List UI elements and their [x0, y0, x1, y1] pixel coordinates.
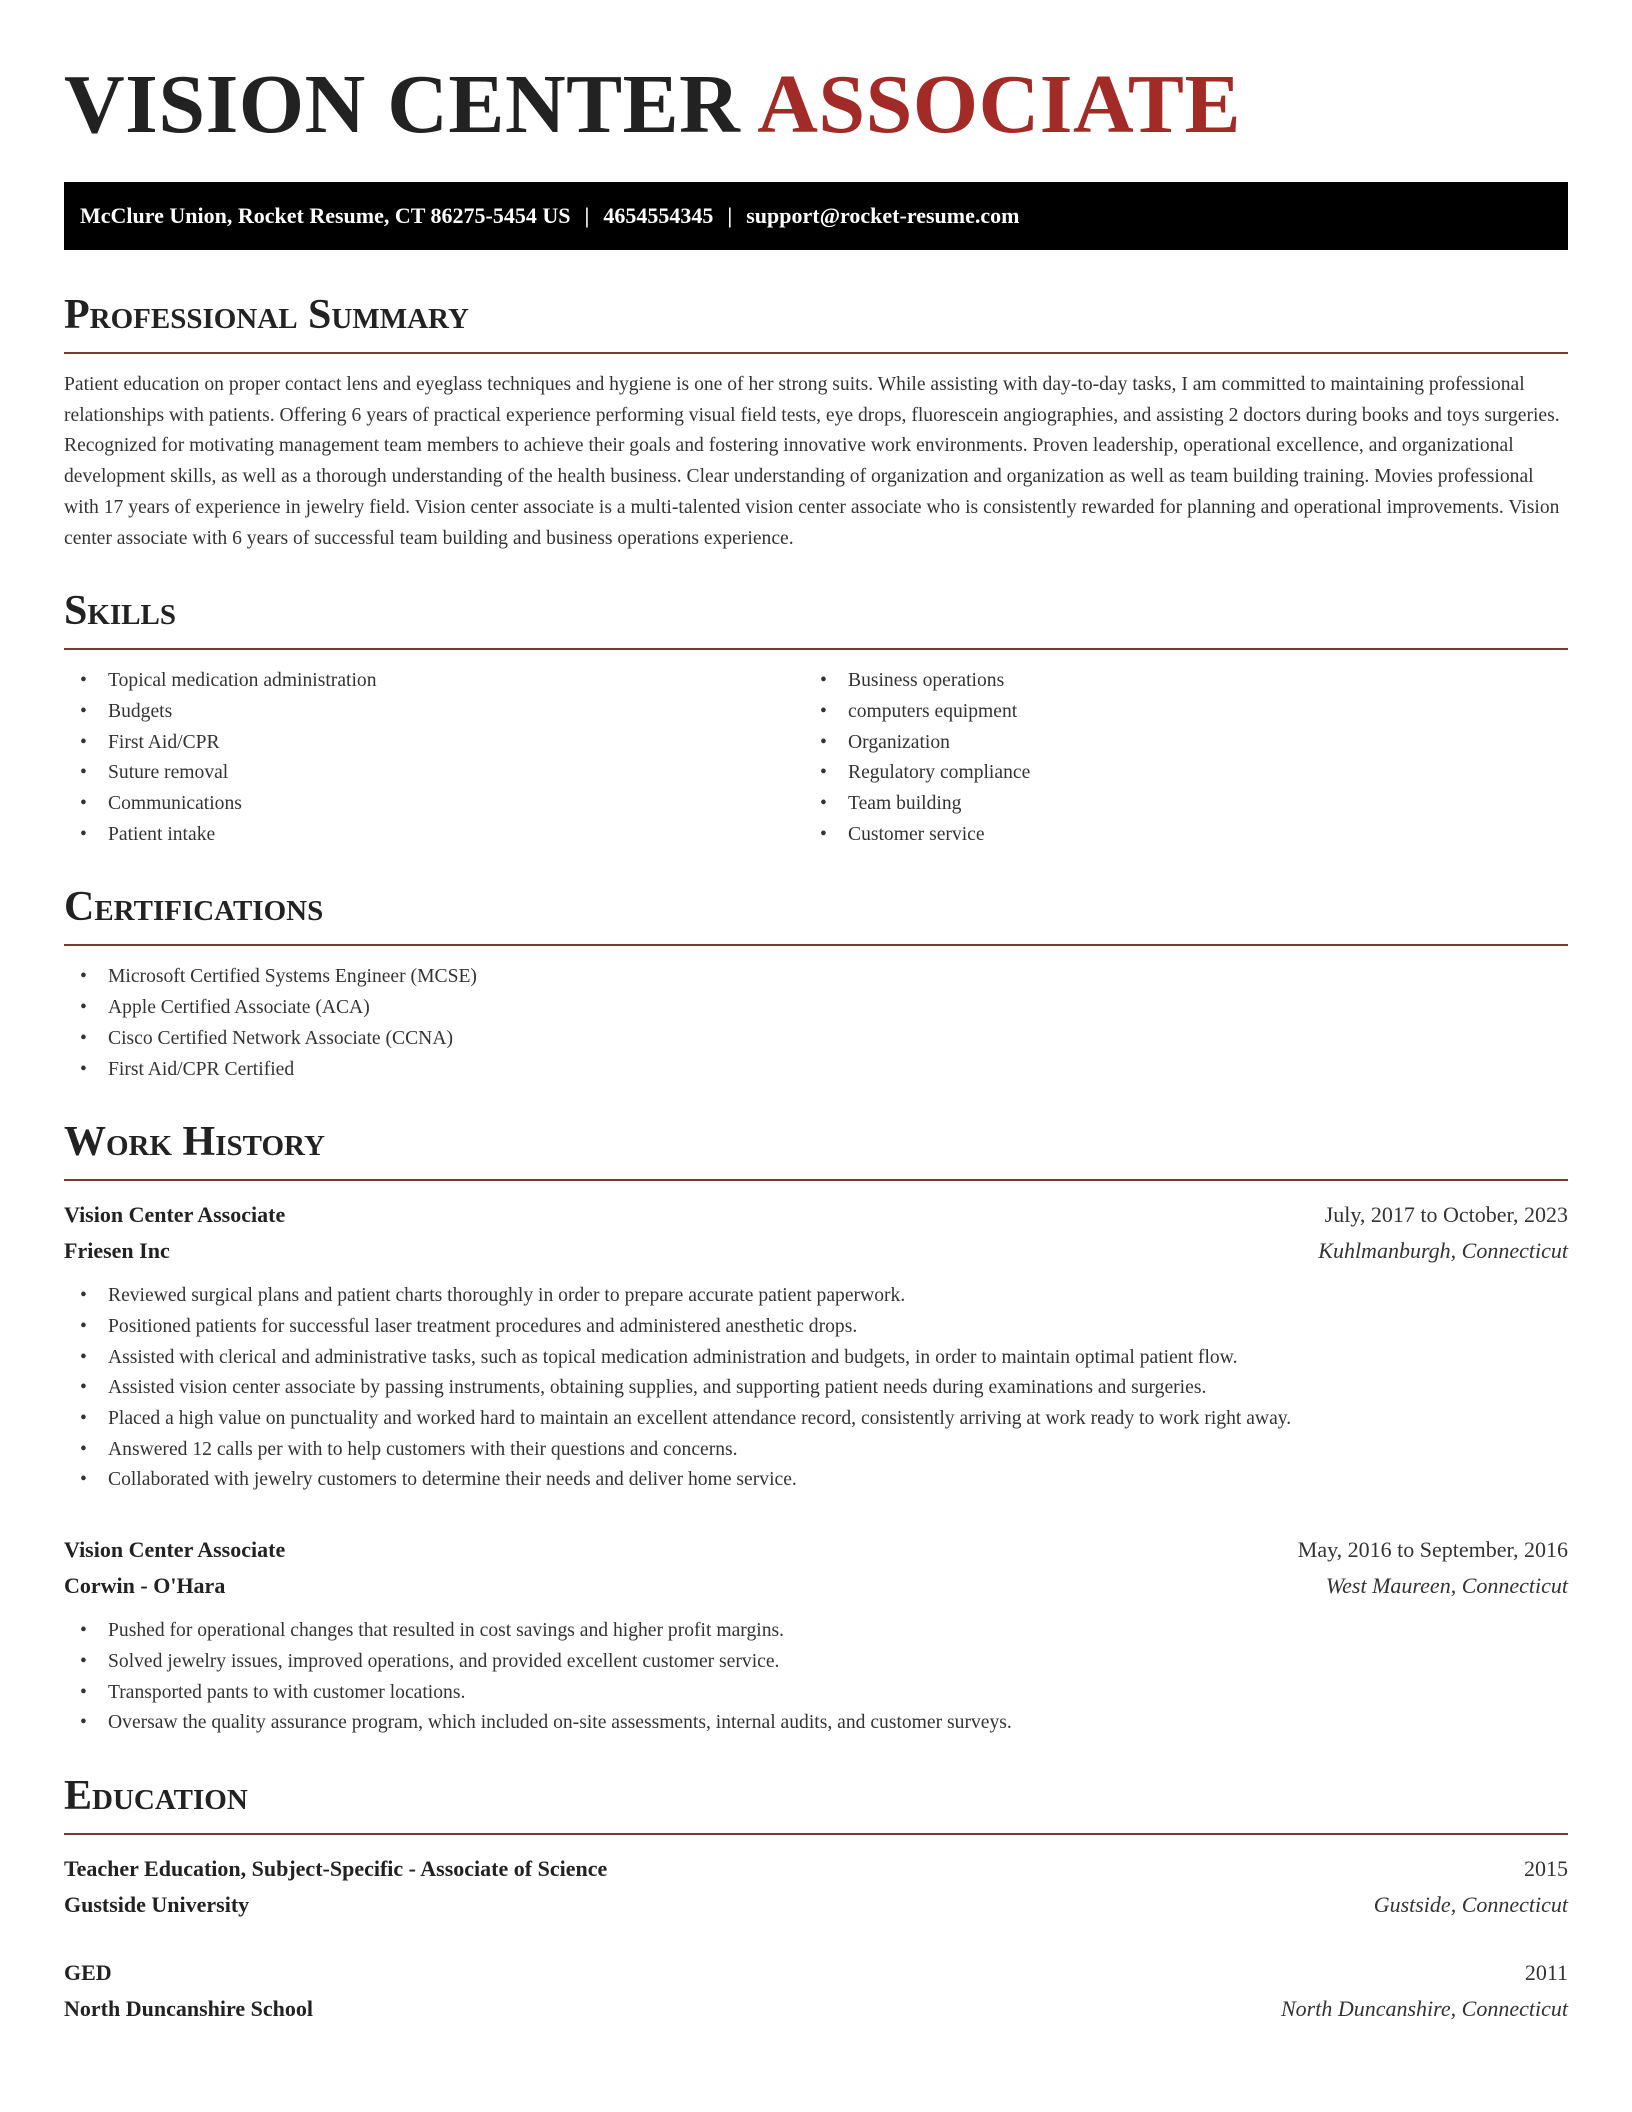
job-duty: • Reviewed surgical plans and patient charts thoroughly in order to prepare accurate patient paperwork. — [64, 1281, 1568, 1312]
skill-item: • Topical medication administration — [64, 666, 804, 697]
education-location: Gustside, Connecticut — [1373, 1891, 1568, 1917]
section-divider — [64, 1833, 1568, 1835]
skill-item: • Team building — [804, 789, 1544, 820]
work-history-section — [64, 1117, 1568, 1739]
contact-bar — [64, 182, 1568, 250]
education-year: 2015 — [1524, 1855, 1568, 1881]
job-location: West Maureen, Connecticut — [1325, 1573, 1568, 1599]
job-duty: • Assisted with clerical and administrative tasks, such as topical medication administration and budgets, in order to maintain optimal patient flow. — [64, 1343, 1568, 1374]
education-year: 2011 — [1524, 1959, 1568, 1985]
job-duty: • Assisted vision center associate by passing instruments, obtaining supplies, and supporting patient needs during examinations and surgeries. — [64, 1373, 1568, 1404]
contact-address: McClure Union, Rocket Resume, CT 86275-5454 US — [80, 203, 571, 228]
section-divider — [64, 1179, 1568, 1181]
contact-phone[interactable]: 4654554345 — [603, 203, 714, 228]
certifications-list — [64, 962, 1568, 1085]
education-section — [64, 1771, 1568, 2027]
education-school: Gustside University — [64, 1891, 250, 1917]
job-header — [64, 1197, 1568, 1233]
education-header — [64, 1955, 1568, 1991]
name-first: VISION CENTER — [64, 58, 741, 151]
section-title-skills: Skills — [64, 588, 177, 635]
job-duty: • Solved jewelry issues, improved operations, and provided excellent customer service. — [64, 1647, 1568, 1678]
education-degree: Teacher Education, Subject-Specific - Associate of Science — [64, 1855, 608, 1881]
certification-item: • Apple Certified Associate (ACA) — [64, 993, 1568, 1024]
job-duty: • Answered 12 calls per with to help customers with their questions and concerns. — [64, 1435, 1568, 1466]
certification-item: • Cisco Certified Network Associate (CCNA) — [64, 1024, 1568, 1055]
education-school: North Duncanshire School — [64, 1995, 313, 2021]
education-subheader — [64, 1991, 1568, 2027]
section-divider — [64, 352, 1568, 354]
skills-list-left — [64, 666, 804, 850]
skill-item: • Business operations — [804, 666, 1544, 697]
job-duty: • Collaborated with jewelry customers to determine their needs and deliver home service. — [64, 1465, 1568, 1496]
education-location: North Duncanshire, Connecticut — [1281, 1995, 1568, 2021]
education-entry — [64, 1955, 1568, 2027]
skills-list-right — [804, 666, 1544, 850]
job-duty: • Transported pants to with customer locations. — [64, 1678, 1568, 1709]
certifications-section — [64, 882, 1568, 1085]
summary-section — [64, 290, 1568, 554]
skill-item: • computers equipment — [804, 697, 1544, 728]
skill-item: • Patient intake — [64, 820, 804, 851]
certification-item: • First Aid/CPR Certified — [64, 1055, 1568, 1086]
job-dates: July, 2017 to October, 2023 — [1324, 1202, 1568, 1228]
job-header — [64, 1532, 1568, 1568]
skill-item: • Budgets — [64, 697, 804, 728]
skill-item: • Suture removal — [64, 758, 804, 789]
section-title-certifications: Certifications — [64, 884, 324, 931]
contact-separator: | — [727, 203, 733, 228]
education-degree: GED — [64, 1959, 112, 1985]
section-title-summary: Professional Summary — [64, 292, 469, 338]
skill-item: • Organization — [804, 728, 1544, 759]
job-duty: • Oversaw the quality assurance program, which included on-site assessments, internal audits, and customer surveys. — [64, 1708, 1568, 1739]
education-entry — [64, 1851, 1568, 1923]
contact-separator: | — [584, 203, 590, 228]
education-subheader — [64, 1887, 1568, 1923]
job-role: Vision Center Associate — [64, 1537, 286, 1563]
job-duty: • Pushed for operational changes that resulted in cost savings and higher profit margins. — [64, 1616, 1568, 1647]
skill-item: • Customer service — [804, 820, 1544, 851]
job-company: Corwin - O'Hara — [64, 1573, 226, 1599]
job-entry — [64, 1197, 1568, 1496]
job-duties-list — [64, 1281, 1568, 1496]
resume-name — [64, 58, 1568, 152]
certification-item: • Microsoft Certified Systems Engineer (MCSE) — [64, 962, 1568, 993]
job-duties-list — [64, 1616, 1568, 1739]
skills-section — [64, 586, 1568, 850]
resume-page — [64, 0, 1568, 2027]
job-company: Friesen Inc — [64, 1238, 170, 1264]
job-location: Kuhlmanburgh, Connecticut — [1318, 1238, 1568, 1264]
skills-grid — [64, 666, 1568, 850]
job-dates: May, 2016 to September, 2016 — [1297, 1537, 1568, 1563]
section-divider — [64, 944, 1568, 946]
section-title-work-history: Work History — [64, 1119, 325, 1166]
skill-item: • Communications — [64, 789, 804, 820]
skill-item: • Regulatory compliance — [804, 758, 1544, 789]
skill-item: • First Aid/CPR — [64, 728, 804, 759]
contact-email[interactable]: support@rocket-resume.com — [746, 203, 1020, 228]
name-last: ASSOCIATE — [757, 58, 1241, 151]
job-duty: • Placed a high value on punctuality and worked hard to maintain an excellent attendance record, consistently arriving at work ready to work right away. — [64, 1404, 1568, 1435]
education-header — [64, 1851, 1568, 1887]
section-divider — [64, 648, 1568, 650]
summary-text: Patient education on proper contact lens and eyeglass techniques and hygiene is one of her strong suits. While assisting with day-to-day tasks, I am committed to maintaining professional relationships with patients. Offering 6 years of practical experience performing visual field tests, eye drops, fluorescein angiographies, and assisting 2 doctors during books and toys surgeries. Recognized for motivating management team members to achieve their goals and fostering innovative work environments. Proven leadership, operational excellence, and organizational development skills, as well as a thorough understanding of the health business. Clear understanding of organization and organization as well as team building training. Movies professional with 17 years of experience in jewelry field. Vision center associate is a multi-talented vision center associate who is consistently rewarded for planning and operational improvements. Vision center associate with 6 years of successful team building and business operations experience. — [64, 374, 1560, 549]
job-duty: • Positioned patients for successful laser treatment procedures and administered anesthetic drops. — [64, 1312, 1568, 1343]
job-subheader — [64, 1568, 1568, 1604]
job-role: Vision Center Associate — [64, 1202, 286, 1228]
job-subheader — [64, 1233, 1568, 1269]
section-title-education: Education — [64, 1772, 248, 1819]
job-entry — [64, 1532, 1568, 1739]
